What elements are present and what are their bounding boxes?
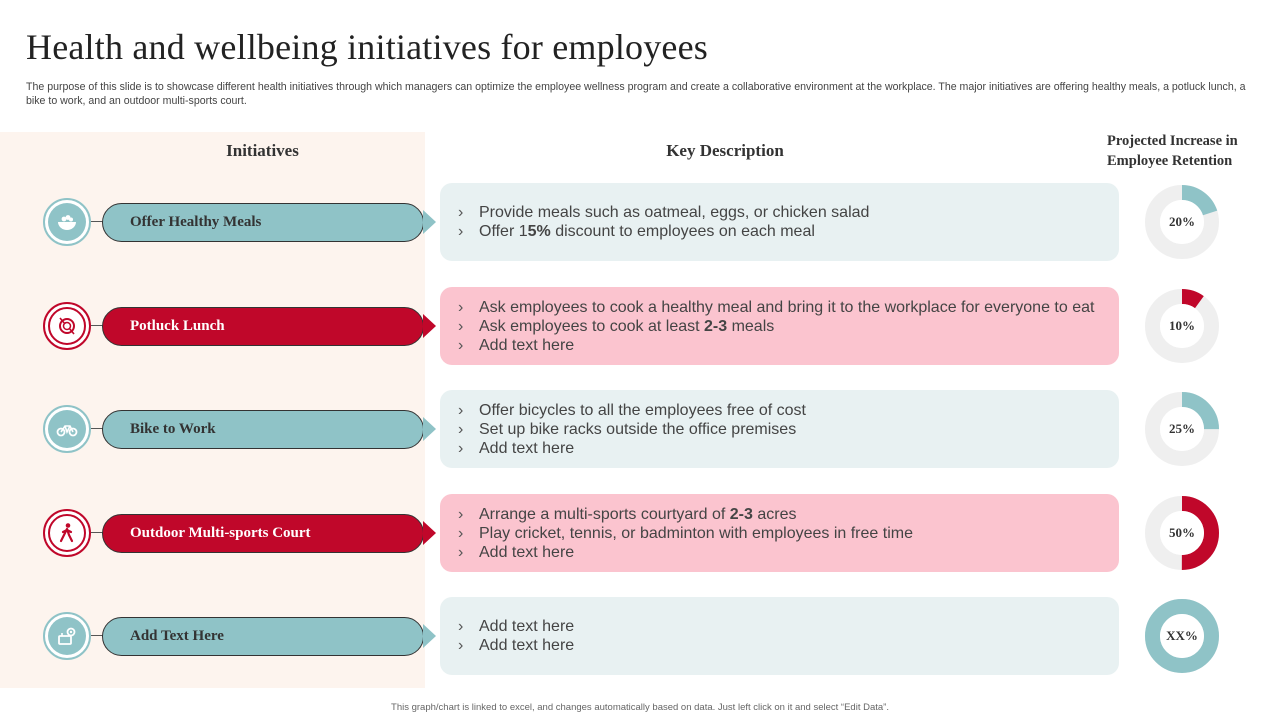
running-person-icon [43, 509, 91, 557]
description-bullet: › Ask employees to cook at least 2-3 meals [458, 317, 775, 335]
description-bullet: › Add text here [458, 336, 575, 354]
description-bullet: › Arrange a multi-sports courtyard of 2-3 acres [458, 505, 797, 523]
description-bullet: › Add text here [458, 543, 575, 561]
initiative-label: Add Text Here [102, 617, 424, 656]
projected-header-line1: Projected Increase in [1107, 133, 1238, 149]
meal-plate-icon [43, 302, 91, 350]
description-box [440, 183, 1119, 261]
pill-arrow [423, 314, 436, 338]
projected-increase-header [1107, 131, 1267, 171]
initiative-row-potluck-lunch [0, 287, 1280, 365]
description-bullet: › Set up bike racks outside the office premises [458, 420, 797, 438]
description-bullet: › Add text here [458, 439, 575, 457]
initiative-row-multi-sports-court [0, 494, 1280, 572]
description-bullet: › Add text here [458, 637, 575, 654]
description-box [440, 494, 1119, 572]
bicycle-icon [43, 405, 91, 453]
retention-percent: XX% [1166, 628, 1198, 643]
description-box [440, 390, 1119, 468]
projected-header-line2: Employee Retention [1107, 153, 1233, 169]
initiative-label: Bike to Work [102, 410, 424, 449]
pill-arrow [423, 624, 436, 648]
initiative-label: Outdoor Multi-sports Court [102, 514, 424, 553]
description-bullet: › Play cricket, tennis, or badminton with employees in free time [458, 524, 913, 542]
description-box [440, 597, 1119, 675]
retention-percent: 20% [1169, 214, 1195, 229]
pill-arrow [423, 521, 436, 545]
description-bullet: › Offer bicycles to all the employees free of cost [458, 401, 806, 419]
description-bullet: › Offer 15% discount to employees on each meal [458, 223, 815, 240]
page-subtitle: The purpose of this slide is to showcase different health initiatives through which managers can optimize the employee wellness program and create a collaborative environment at the workplace. The major initiatives are offering healthy meals, a potluck lunch, a bike to work, and an outdoor multi-sports court. [26, 81, 1246, 107]
gear-box-icon [43, 612, 91, 660]
initiative-row-bike-to-work [0, 390, 1280, 468]
initiatives-header: Initiatives [226, 141, 299, 160]
initiative-label: Offer Healthy Meals [102, 203, 424, 242]
key-description-header: Key Description [666, 141, 784, 160]
description-bullet: › Add text here [458, 618, 575, 635]
salad-bowl-icon [43, 198, 91, 246]
description-box [440, 287, 1119, 365]
retention-percent: 10% [1169, 318, 1195, 333]
retention-percent: 50% [1169, 525, 1195, 540]
footer-note: This graph/chart is linked to excel, and changes automatically based on data. Just left click on it and select “Edit Data”. [391, 702, 889, 713]
description-bullet: › Ask employees to cook a healthy meal and bring it to the workplace for everyone to eat [458, 298, 1095, 316]
initiative-row-add-text [0, 597, 1280, 675]
retention-percent: 25% [1169, 421, 1195, 436]
pill-arrow [423, 417, 436, 441]
initiative-label: Potluck Lunch [102, 307, 424, 346]
page-title: Health and wellbeing initiatives for employees [26, 27, 709, 67]
pill-arrow [423, 210, 436, 234]
initiative-row-healthy-meals [0, 183, 1280, 261]
description-bullet: › Provide meals such as oatmeal, eggs, or chicken salad [458, 204, 870, 221]
